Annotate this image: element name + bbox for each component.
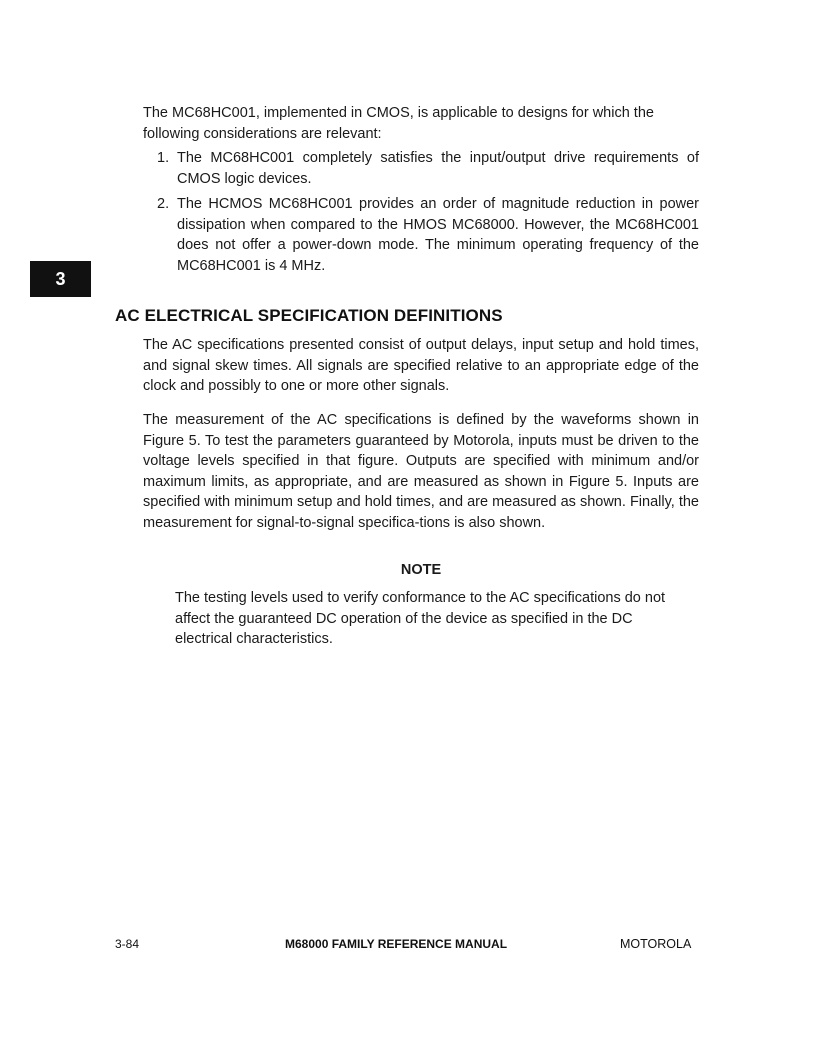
section-heading: AC ELECTRICAL SPECIFICATION DEFINITIONS bbox=[115, 306, 503, 325]
considerations-list bbox=[143, 148, 699, 281]
section-paragraph-1: The AC specifications presented consist of output delays, input setup and hold times, and signal skew times. All signals are specified relative to an appropriate edge of the clock and possibly to one or more other signals. bbox=[143, 337, 699, 394]
list-item-number: 1. bbox=[157, 150, 170, 166]
list-item bbox=[143, 194, 699, 276]
list-item-text: The HCMOS MC68HC001 provides an order of magnitude reduction in power dissipation when compared to the HMOS MC68000. However, the MC68HC001 does not offer a power-down mode. The minimum operating frequency of the MC68HC001 is 4 MHz. bbox=[177, 196, 699, 274]
intro-paragraph: The MC68HC001, implemented in CMOS, is applicable to designs for which the following considerations are relevant: bbox=[143, 105, 654, 142]
footer-title: M68000 FAMILY REFERENCE MANUAL bbox=[285, 937, 508, 951]
note-text: The testing levels used to verify conformance to the AC specifications do not affect the guaranteed DC operation of the device as specified in the DC electrical characteristics. bbox=[175, 590, 666, 647]
list-item-text: The MC68HC001 completely satisfies the input/output drive requirements of CMOS logic devices. bbox=[177, 150, 699, 187]
footer-brand: MOTOROLA bbox=[620, 937, 692, 951]
section-tab-marker bbox=[30, 261, 91, 297]
section-paragraph-2: The measurement of the AC specifications is defined by the waveforms shown in Figure 5. To test the parameters guaranteed by Motorola, inputs must be driven to the voltage levels specified in that figure. Outputs are specified with minimum and/or maximum limits, as appropriate, and are measured as shown in Figure 5. Inputs are specified with minimum setup and hold times, and are measured as shown. Finally, the measurement for signal-to-signal specifica-tions is also shown. bbox=[143, 412, 699, 531]
section-tab-label: 3 bbox=[55, 268, 66, 289]
footer-page-number: 3-84 bbox=[115, 937, 140, 951]
list-item bbox=[143, 148, 699, 189]
list-item-number: 2. bbox=[157, 196, 170, 212]
note-heading: NOTE bbox=[400, 562, 442, 578]
